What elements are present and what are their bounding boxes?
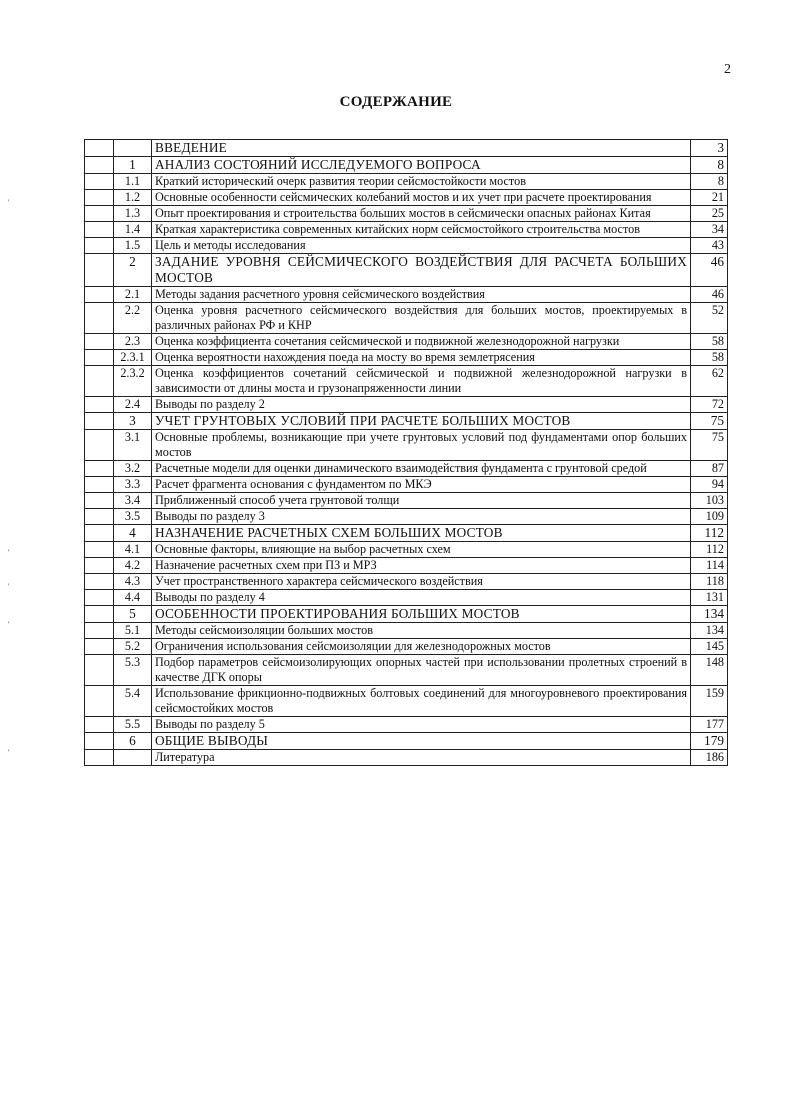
toc-section-title: УЧЕТ ГРУНТОВЫХ УСЛОВИЙ ПРИ РАСЧЕТЕ БОЛЬШИХ МОСТОВ	[152, 413, 691, 430]
toc-section-title: Методы сейсмоизоляции больших мостов	[152, 623, 691, 639]
toc-page-number: 112	[691, 525, 728, 542]
toc-page-number: 72	[691, 397, 728, 413]
toc-section-number: 4.3	[114, 574, 152, 590]
toc-row	[85, 623, 728, 639]
toc-page-number: 58	[691, 350, 728, 366]
toc-section-title: Основные проблемы, возникающие при учете грунтовых условий под фундаментами опор больших мостов	[152, 430, 691, 461]
toc-row	[85, 639, 728, 655]
toc-row	[85, 606, 728, 623]
toc-row	[85, 655, 728, 686]
toc-row	[85, 206, 728, 222]
toc-section-title: Учет пространственного характера сейсмического воздействия	[152, 574, 691, 590]
toc-page-number: 159	[691, 686, 728, 717]
toc-blank-cell	[85, 287, 114, 303]
toc-section-number: 4.4	[114, 590, 152, 606]
toc-row	[85, 686, 728, 717]
toc-section-title: АНАЛИЗ СОСТОЯНИЙ ИССЛЕДУЕМОГО ВОПРОСА	[152, 157, 691, 174]
toc-row	[85, 733, 728, 750]
toc-section-number: 3	[114, 413, 152, 430]
toc-section-title: Оценка коэффициента сочетания сейсмической и подвижной железнодорожной нагрузки	[152, 334, 691, 350]
toc-section-title: Методы задания расчетного уровня сейсмического воздействия	[152, 287, 691, 303]
toc-section-number: 4.1	[114, 542, 152, 558]
toc-blank-cell	[85, 623, 114, 639]
toc-page-number: 134	[691, 623, 728, 639]
toc-section-title: Основные факторы, влияющие на выбор расчетных схем	[152, 542, 691, 558]
margin-speck: '	[8, 748, 10, 757]
toc-page-number: 87	[691, 461, 728, 477]
toc-blank-cell	[85, 222, 114, 238]
toc-page-number: 131	[691, 590, 728, 606]
toc-section-number: 6	[114, 733, 152, 750]
toc-page-number: 112	[691, 542, 728, 558]
toc-blank-cell	[85, 413, 114, 430]
toc-row	[85, 430, 728, 461]
toc-section-number: 2.3.2	[114, 366, 152, 397]
toc-page-number: 58	[691, 334, 728, 350]
toc-section-title: Оценка уровня расчетного сейсмического воздействия для больших мостов, проектируемых в различных районах РФ и КНР	[152, 303, 691, 334]
toc-section-number: 2.2	[114, 303, 152, 334]
toc-row	[85, 334, 728, 350]
toc-row	[85, 174, 728, 190]
toc-row	[85, 366, 728, 397]
toc-section-number	[114, 140, 152, 157]
toc-section-number: 5	[114, 606, 152, 623]
toc-section-title: Цель и методы исследования	[152, 238, 691, 254]
toc-row	[85, 238, 728, 254]
toc-blank-cell	[85, 334, 114, 350]
toc-blank-cell	[85, 461, 114, 477]
toc-row	[85, 287, 728, 303]
toc-section-title: Выводы по разделу 5	[152, 717, 691, 733]
toc-section-number: 1.4	[114, 222, 152, 238]
toc-section-title: Краткая характеристика современных китайских норм сейсмостойкого строительства мостов	[152, 222, 691, 238]
toc-row	[85, 590, 728, 606]
toc-section-title: Оценка коэффициентов сочетаний сейсмической и подвижной железнодорожной нагрузки в зависимости от длины моста и грузонапряженности линии	[152, 366, 691, 397]
toc-section-number: 5.5	[114, 717, 152, 733]
toc-row	[85, 157, 728, 174]
toc-row	[85, 303, 728, 334]
page-number: 2	[724, 62, 731, 77]
toc-table	[84, 139, 728, 766]
toc-section-number: 1.3	[114, 206, 152, 222]
toc-section-title: Подбор параметров сейсмоизолирующих опорных частей при использовании пролетных строений в качестве ДГК опоры	[152, 655, 691, 686]
toc-row	[85, 461, 728, 477]
toc-page-number: 52	[691, 303, 728, 334]
margin-speck: '	[8, 548, 10, 557]
toc-page-number: 3	[691, 140, 728, 157]
toc-row	[85, 477, 728, 493]
toc-section-number: 1.1	[114, 174, 152, 190]
toc-section-title: Выводы по разделу 3	[152, 509, 691, 525]
toc-section-number: 3.3	[114, 477, 152, 493]
toc-blank-cell	[85, 590, 114, 606]
toc-section-number: 2.1	[114, 287, 152, 303]
toc-blank-cell	[85, 140, 114, 157]
toc-page-number: 186	[691, 750, 728, 766]
toc-section-number: 3.2	[114, 461, 152, 477]
toc-section-title: НАЗНАЧЕНИЕ РАСЧЕТНЫХ СХЕМ БОЛЬШИХ МОСТОВ	[152, 525, 691, 542]
toc-page-number: 46	[691, 287, 728, 303]
margin-speck: '	[8, 198, 10, 207]
toc-page-number: 75	[691, 430, 728, 461]
toc-blank-cell	[85, 190, 114, 206]
page-title: СОДЕРЖАНИЕ	[339, 94, 453, 110]
toc-body	[85, 140, 728, 766]
toc-page-number: 145	[691, 639, 728, 655]
toc-section-number: 2.4	[114, 397, 152, 413]
toc-page-number: 75	[691, 413, 728, 430]
toc-section-title: Использование фрикционно-подвижных болтовых соединений для многоуровневого проектирования сейсмостойких мостов	[152, 686, 691, 717]
toc-section-number: 3.5	[114, 509, 152, 525]
toc-blank-cell	[85, 157, 114, 174]
toc-section-number: 1	[114, 157, 152, 174]
toc-blank-cell	[85, 477, 114, 493]
margin-speck: '	[8, 620, 10, 629]
toc-row	[85, 509, 728, 525]
toc-section-title: Ограничения использования сейсмоизоляции для железнодорожных мостов	[152, 639, 691, 655]
toc-blank-cell	[85, 397, 114, 413]
toc-page-number: 25	[691, 206, 728, 222]
toc-row	[85, 222, 728, 238]
toc-section-title: ЗАДАНИЕ УРОВНЯ СЕЙСМИЧЕСКОГО ВОЗДЕЙСТВИЯ ДЛЯ РАСЧЕТА БОЛЬШИХ МОСТОВ	[152, 254, 691, 287]
toc-section-number: 5.1	[114, 623, 152, 639]
toc-row	[85, 140, 728, 157]
toc-page-number: 43	[691, 238, 728, 254]
toc-blank-cell	[85, 238, 114, 254]
toc-section-number: 1.2	[114, 190, 152, 206]
toc-row	[85, 190, 728, 206]
toc-blank-cell	[85, 525, 114, 542]
toc-page-number: 62	[691, 366, 728, 397]
toc-blank-cell	[85, 174, 114, 190]
toc-blank-cell	[85, 717, 114, 733]
toc-section-title: Выводы по разделу 2	[152, 397, 691, 413]
toc-row	[85, 542, 728, 558]
toc-blank-cell	[85, 686, 114, 717]
toc-section-title: Литература	[152, 750, 691, 766]
toc-section-number: 3.4	[114, 493, 152, 509]
toc-row	[85, 750, 728, 766]
toc-section-number: 4	[114, 525, 152, 542]
toc-page-number: 148	[691, 655, 728, 686]
toc-row	[85, 350, 728, 366]
toc-page-number: 177	[691, 717, 728, 733]
toc-section-number: 2.3	[114, 334, 152, 350]
toc-page-number: 46	[691, 254, 728, 287]
toc-section-title: Назначение расчетных схем при ПЗ и МРЗ	[152, 558, 691, 574]
toc-section-number: 3.1	[114, 430, 152, 461]
margin-speck: '	[8, 582, 10, 591]
toc-page-number: 103	[691, 493, 728, 509]
toc-page-number: 114	[691, 558, 728, 574]
toc-page-number: 8	[691, 157, 728, 174]
toc-blank-cell	[85, 206, 114, 222]
toc-section-title: ВВЕДЕНИЕ	[152, 140, 691, 157]
toc-section-title: Выводы по разделу 4	[152, 590, 691, 606]
toc-blank-cell	[85, 574, 114, 590]
toc-page-number: 94	[691, 477, 728, 493]
toc-blank-cell	[85, 750, 114, 766]
toc-blank-cell	[85, 366, 114, 397]
toc-blank-cell	[85, 303, 114, 334]
toc-section-title: Расчетные модели для оценки динамического взаимодействия фундамента с грунтовой средой	[152, 461, 691, 477]
toc-section-title: Основные особенности сейсмических колебаний мостов и их учет при расчете проектирования	[152, 190, 691, 206]
toc-page-number: 34	[691, 222, 728, 238]
toc-blank-cell	[85, 655, 114, 686]
toc-blank-cell	[85, 430, 114, 461]
toc-blank-cell	[85, 509, 114, 525]
toc-row	[85, 717, 728, 733]
toc-blank-cell	[85, 542, 114, 558]
toc-blank-cell	[85, 558, 114, 574]
toc-section-number: 5.4	[114, 686, 152, 717]
toc-page-number: 109	[691, 509, 728, 525]
toc-row	[85, 493, 728, 509]
toc-blank-cell	[85, 606, 114, 623]
toc-page-number: 179	[691, 733, 728, 750]
toc-page-number: 21	[691, 190, 728, 206]
toc-blank-cell	[85, 639, 114, 655]
toc-section-number: 5.3	[114, 655, 152, 686]
toc-row	[85, 558, 728, 574]
toc-page-number: 8	[691, 174, 728, 190]
toc-section-number: 2	[114, 254, 152, 287]
toc-row	[85, 413, 728, 430]
toc-section-title: ОБЩИЕ ВЫВОДЫ	[152, 733, 691, 750]
toc-section-title: Оценка вероятности нахождения поеда на мосту во время землетрясения	[152, 350, 691, 366]
toc-row	[85, 254, 728, 287]
toc-section-number: 1.5	[114, 238, 152, 254]
toc-section-number: 2.3.1	[114, 350, 152, 366]
toc-row	[85, 397, 728, 413]
toc-blank-cell	[85, 350, 114, 366]
toc-section-number: 5.2	[114, 639, 152, 655]
toc-section-title: Приближенный способ учета грунтовой толщи	[152, 493, 691, 509]
toc-section-number: 4.2	[114, 558, 152, 574]
toc-blank-cell	[85, 493, 114, 509]
toc-section-title: Расчет фрагмента основания с фундаментом по МКЭ	[152, 477, 691, 493]
toc-row	[85, 525, 728, 542]
toc-page-number: 134	[691, 606, 728, 623]
toc-section-title: ОСОБЕННОСТИ ПРОЕКТИРОВАНИЯ БОЛЬШИХ МОСТОВ	[152, 606, 691, 623]
toc-section-title: Краткий исторический очерк развития теории сейсмостойкости мостов	[152, 174, 691, 190]
toc-blank-cell	[85, 733, 114, 750]
toc-blank-cell	[85, 254, 114, 287]
toc-page-number: 118	[691, 574, 728, 590]
toc-row	[85, 574, 728, 590]
toc-section-number	[114, 750, 152, 766]
toc-section-title: Опыт проектирования и строительства больших мостов в сейсмически опасных районах Китая	[152, 206, 691, 222]
